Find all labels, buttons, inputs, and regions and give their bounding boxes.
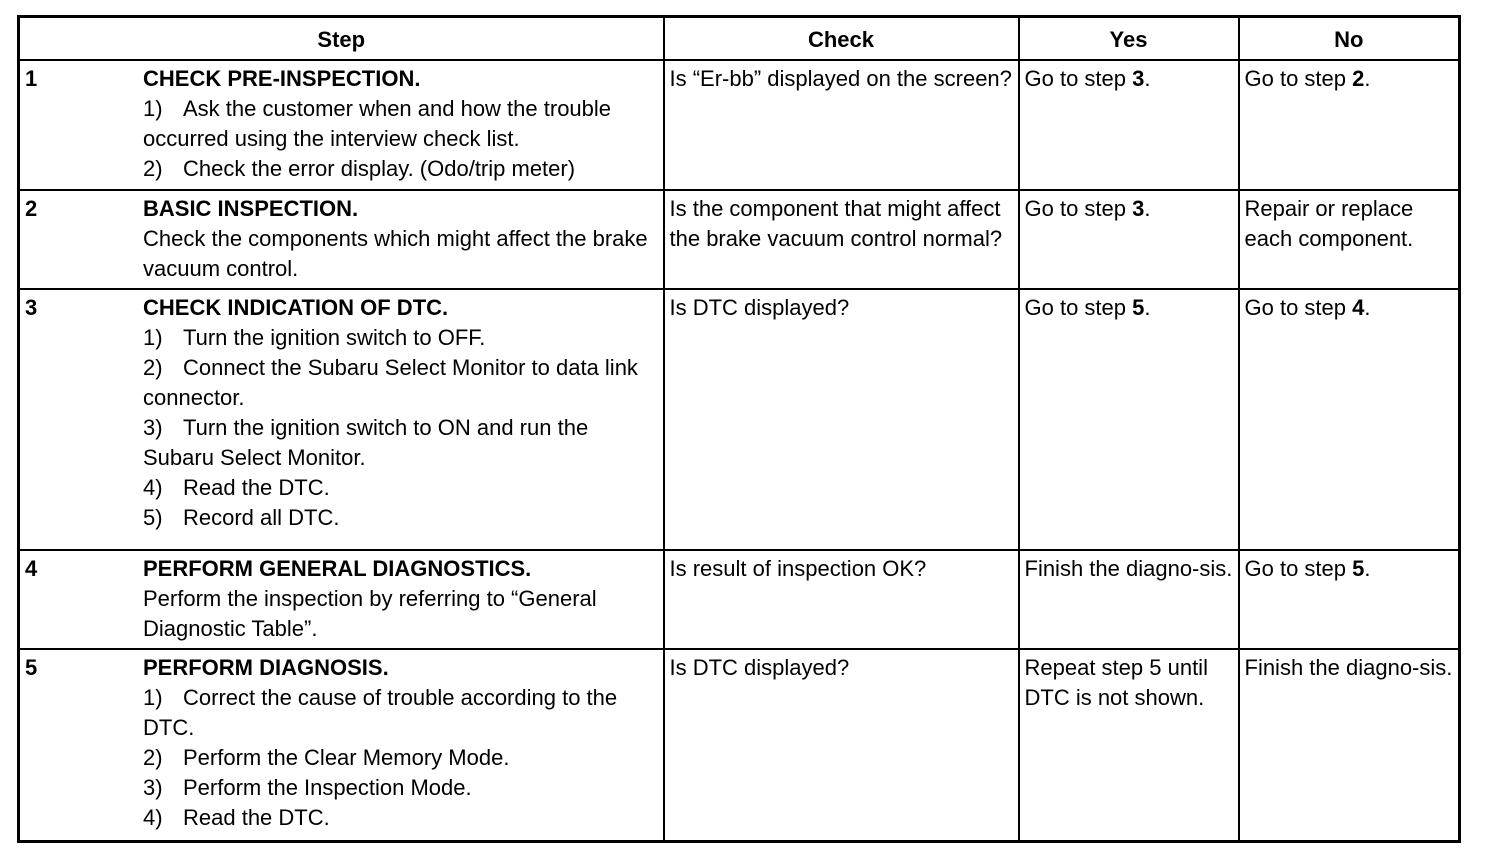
yes-cell [1019, 550, 1239, 649]
step-body [143, 551, 663, 648]
step-title: CHECK INDICATION OF DTC. [143, 295, 449, 320]
check-text: Is DTC displayed? [669, 295, 850, 320]
step-instruction [143, 323, 657, 353]
step-body [143, 290, 663, 537]
step-number: 2 [25, 196, 38, 221]
table-row [19, 190, 1460, 289]
step-cell [19, 649, 664, 841]
step-cell [19, 550, 664, 649]
step-cell [19, 190, 664, 289]
header-yes: Yes [1019, 17, 1239, 61]
instruction-index: 5) [143, 505, 163, 530]
step-reference: 3 [1132, 66, 1145, 91]
step-reference: 5 [1132, 295, 1145, 320]
instruction-index: 2) [143, 355, 163, 380]
instruction-text: Read the DTC. [183, 475, 330, 500]
instruction-index: 4) [143, 475, 163, 500]
step-cell [19, 289, 664, 550]
step-title: PERFORM GENERAL DIAGNOSTICS. [143, 556, 532, 581]
step-number: 5 [25, 655, 38, 680]
step-reference: 3 [1132, 196, 1145, 221]
yes-cell [1019, 289, 1239, 550]
check-text: Is result of inspection OK? [669, 556, 927, 581]
instruction-index: 1) [143, 96, 163, 121]
step-number: 1 [25, 66, 38, 91]
step-description: Perform the inspection by referring to “General Diagnostic Table”. [143, 586, 597, 641]
instruction-text: Connect the Subaru Select Monitor to data link connector. [143, 355, 638, 410]
step-instruction [143, 94, 657, 154]
instruction-text: Read the DTC. [183, 805, 330, 830]
no-cell [1239, 190, 1460, 289]
yes-cell [1019, 649, 1239, 841]
check-text: Is DTC displayed? [669, 655, 850, 680]
step-number: 4 [25, 556, 38, 581]
yes-cell [1019, 60, 1239, 190]
step-instruction [143, 154, 657, 184]
yes-text: Go to step 3. [1024, 66, 1151, 91]
no-cell [1239, 60, 1460, 190]
instruction-text: Record all DTC. [183, 505, 340, 530]
step-cell [19, 60, 664, 190]
header-no: No [1239, 17, 1460, 61]
instruction-text: Perform the Inspection Mode. [183, 775, 472, 800]
step-instruction [143, 743, 657, 773]
step-instruction [143, 803, 657, 833]
check-cell [664, 60, 1019, 190]
table-row [19, 60, 1460, 190]
instruction-index: 3) [143, 415, 163, 440]
check-text: Is “Er-bb” displayed on the screen? [669, 66, 1012, 91]
yes-text: Finish the diagno-sis. [1024, 556, 1233, 581]
step-reference: 5 [1352, 556, 1365, 581]
step-instruction [143, 683, 657, 743]
step-instruction [143, 353, 657, 413]
step-number: 3 [25, 295, 38, 320]
instruction-text: Check the error display. (Odo/trip meter) [183, 156, 576, 181]
header-row [19, 17, 1460, 61]
yes-cell [1019, 190, 1239, 289]
no-text: Go to step 5. [1244, 556, 1371, 581]
instruction-index: 2) [143, 745, 163, 770]
instruction-index: 1) [143, 685, 163, 710]
instruction-text: Perform the Clear Memory Mode. [183, 745, 510, 770]
check-cell [664, 190, 1019, 289]
instruction-text: Turn the ignition switch to OFF. [183, 325, 486, 350]
step-description: Check the components which might affect the brake vacuum control. [143, 226, 648, 281]
step-body [143, 650, 663, 837]
instruction-index: 1) [143, 325, 163, 350]
instruction-text: Ask the customer when and how the trouble occurred using the interview check list. [143, 96, 612, 151]
check-text: Is the component that might affect the brake vacuum control normal? [669, 196, 1003, 251]
step-body [143, 191, 663, 288]
no-text: Repair or replace each component. [1244, 196, 1414, 251]
no-text: Go to step 2. [1244, 66, 1371, 91]
step-instruction [143, 473, 657, 503]
header-step: Step [19, 17, 664, 61]
instruction-text: Turn the ignition switch to ON and run the Subaru Select Monitor. [143, 415, 589, 470]
step-instruction [143, 413, 657, 473]
instruction-index: 4) [143, 805, 163, 830]
step-body [143, 61, 663, 188]
diagnostic-procedure-table [17, 15, 1461, 843]
no-cell [1239, 550, 1460, 649]
yes-text: Go to step 3. [1024, 196, 1151, 221]
step-title: CHECK PRE-INSPECTION. [143, 66, 421, 91]
no-cell [1239, 289, 1460, 550]
table-row [19, 289, 1460, 550]
instruction-index: 3) [143, 775, 163, 800]
step-reference: 2 [1352, 66, 1365, 91]
table-row [19, 649, 1460, 841]
step-title: PERFORM DIAGNOSIS. [143, 655, 389, 680]
yes-text: Go to step 5. [1024, 295, 1151, 320]
no-cell [1239, 649, 1460, 841]
step-reference: 4 [1352, 295, 1365, 320]
check-cell [664, 289, 1019, 550]
check-cell [664, 550, 1019, 649]
step-instruction [143, 773, 657, 803]
no-text: Go to step 4. [1244, 295, 1371, 320]
step-title: BASIC INSPECTION. [143, 196, 359, 221]
header-check: Check [664, 17, 1019, 61]
no-text: Finish the diagno-sis. [1244, 655, 1453, 680]
yes-text: Repeat step 5 until DTC is not shown. [1024, 655, 1208, 710]
instruction-index: 2) [143, 156, 163, 181]
check-cell [664, 649, 1019, 841]
instruction-text: Correct the cause of trouble according to the DTC. [143, 685, 618, 740]
step-instruction [143, 503, 657, 533]
table-row [19, 550, 1460, 649]
